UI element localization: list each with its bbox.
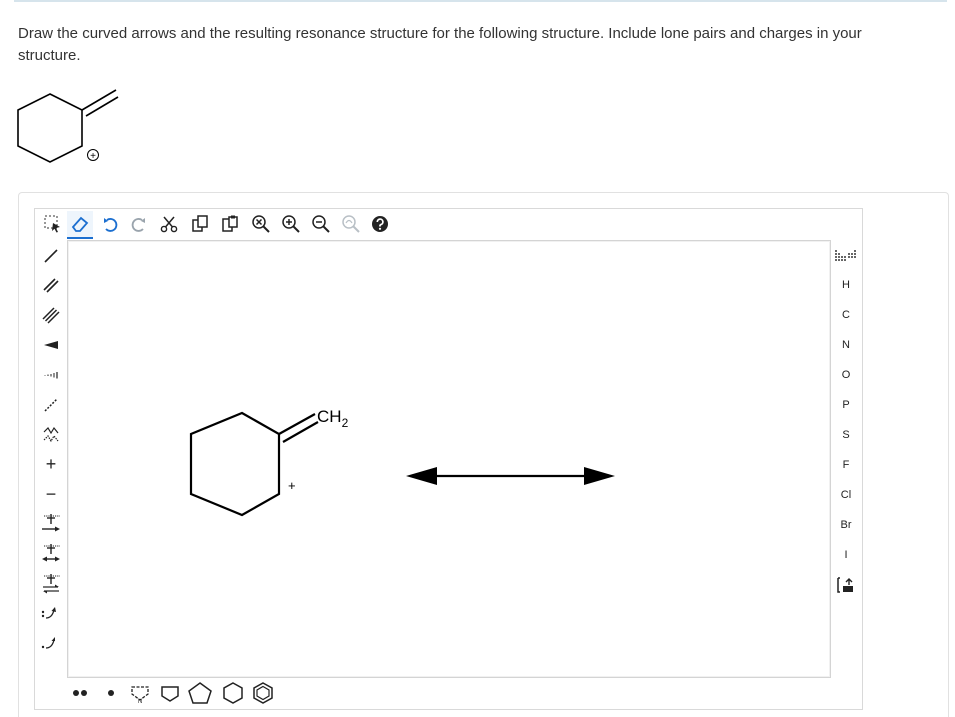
resonance-arrowhead-left — [406, 467, 437, 485]
select-icon — [43, 214, 63, 234]
eraser-tool[interactable] — [67, 211, 93, 239]
zoom-out-icon — [311, 214, 331, 234]
svg-text:N: N — [137, 699, 143, 704]
cyclohexane-template[interactable] — [220, 680, 246, 706]
dashed-bond-icon — [42, 396, 60, 414]
positive-charge-tool[interactable]: + — [45, 453, 57, 474]
resonance-arrowhead-right — [584, 467, 615, 485]
exocyclic-double-bond-b — [283, 422, 318, 442]
question-text: Draw the curved arrows and the resulting resonance structure for the following structure. Include lone pairs and charges in your structure. — [18, 25, 862, 64]
template-button[interactable] — [833, 572, 859, 598]
copy-button[interactable] — [187, 211, 213, 237]
reaction-arrow-tool[interactable] — [38, 510, 64, 538]
template-icon — [837, 576, 855, 594]
cation-charge-label: + — [288, 478, 296, 493]
element-i-button[interactable]: I — [844, 549, 848, 561]
paste-button[interactable] — [217, 211, 243, 237]
ch2-label — [317, 407, 349, 430]
resonance-arrow-icon — [40, 543, 62, 565]
curved-arrow-pair-tool[interactable] — [38, 599, 64, 627]
element-o-button[interactable]: O — [841, 369, 851, 381]
periodic-table-button[interactable] — [833, 242, 859, 268]
radical-icon — [107, 689, 115, 697]
eraser-icon — [70, 214, 90, 234]
cyclohexane-icon — [221, 681, 245, 705]
cyclobutane-icon — [159, 682, 181, 704]
heterocycle-icon — [129, 682, 151, 704]
zoom-in-icon — [281, 214, 301, 234]
wedge-bond-icon — [42, 336, 60, 354]
zoom-fit-button[interactable] — [248, 211, 274, 237]
top-toolbar — [40, 211, 420, 239]
lone-pair-icon — [71, 689, 89, 697]
double-bond-icon — [42, 276, 60, 294]
lone-pair-tool[interactable] — [68, 680, 92, 706]
periodic-table-icon — [835, 248, 857, 262]
curved-arrow-pair-icon — [40, 602, 62, 624]
equilibrium-arrow-tool[interactable] — [38, 570, 64, 598]
copy-icon — [190, 214, 210, 234]
single-bond-tool[interactable] — [38, 242, 64, 270]
top-divider — [14, 0, 947, 2]
redo-button[interactable] — [126, 211, 152, 237]
equilibrium-arrow-icon — [40, 573, 62, 595]
ch2-label-subscript: 2 — [341, 416, 349, 430]
resonance-arrow[interactable] — [406, 467, 615, 485]
curved-arrow-single-tool[interactable] — [38, 629, 64, 657]
element-s-button[interactable]: S — [842, 429, 850, 441]
element-cl-button[interactable]: Cl — [840, 489, 852, 501]
element-br-button[interactable]: Br — [840, 519, 852, 531]
ch2-label-main: CH — [317, 407, 342, 426]
left-toolbar — [38, 240, 66, 660]
dashed-bond-tool[interactable] — [38, 391, 64, 419]
triple-bond-icon — [42, 306, 60, 324]
canvas-content — [67, 240, 829, 676]
hash-bond-icon — [42, 366, 60, 384]
radical-tool[interactable] — [100, 680, 122, 706]
cut-icon — [159, 214, 179, 234]
prompt-double-bond-a — [82, 90, 116, 110]
hash-bond-tool[interactable] — [38, 361, 64, 389]
help-button[interactable] — [367, 211, 393, 237]
prompt-double-bond-b — [86, 97, 118, 116]
double-bond-tool[interactable] — [38, 271, 64, 299]
wedge-bond-tool[interactable] — [38, 331, 64, 359]
benzene-icon — [251, 681, 275, 705]
select-tool[interactable] — [40, 211, 66, 237]
prompt-structure — [14, 86, 124, 176]
single-bond-icon — [42, 247, 60, 265]
cyclohexane-ring — [191, 413, 279, 515]
element-p-button[interactable]: P — [842, 399, 850, 411]
exocyclic-double-bond-a — [279, 414, 315, 434]
chain-tool[interactable] — [38, 420, 64, 448]
zoom-out-button[interactable] — [308, 211, 334, 237]
element-f-button[interactable]: F — [842, 459, 850, 471]
clean-button[interactable] — [338, 211, 364, 237]
cyclopropane-template[interactable] — [128, 680, 152, 706]
cut-button[interactable] — [156, 211, 182, 237]
resonance-arrow-tool[interactable] — [38, 540, 64, 568]
benzene-template[interactable] — [250, 680, 276, 706]
negative-charge-tool[interactable]: − — [45, 483, 57, 504]
cyclopentane-icon — [187, 681, 213, 705]
prompt-ring — [18, 94, 82, 162]
undo-icon — [101, 215, 119, 233]
bottom-toolbar — [68, 680, 288, 706]
element-n-button[interactable]: N — [842, 339, 850, 351]
help-icon — [371, 215, 389, 233]
paste-icon — [220, 214, 240, 234]
element-h-button[interactable]: H — [842, 279, 850, 291]
element-c-button[interactable]: C — [842, 309, 850, 321]
cyclobutane-template[interactable] — [158, 680, 182, 706]
zoom-in-button[interactable] — [278, 211, 304, 237]
right-toolbar — [833, 242, 859, 602]
undo-button[interactable] — [97, 211, 123, 237]
redo-icon — [130, 215, 148, 233]
triple-bond-tool[interactable] — [38, 301, 64, 329]
zoom-fit-icon — [251, 214, 271, 234]
cyclopentane-template[interactable] — [186, 680, 214, 706]
prompt-charge-symbol: + — [90, 151, 96, 162]
reaction-arrow-icon — [40, 513, 62, 535]
clean-icon — [341, 214, 361, 234]
chain-icon — [42, 425, 60, 443]
curved-arrow-single-icon — [40, 632, 62, 654]
